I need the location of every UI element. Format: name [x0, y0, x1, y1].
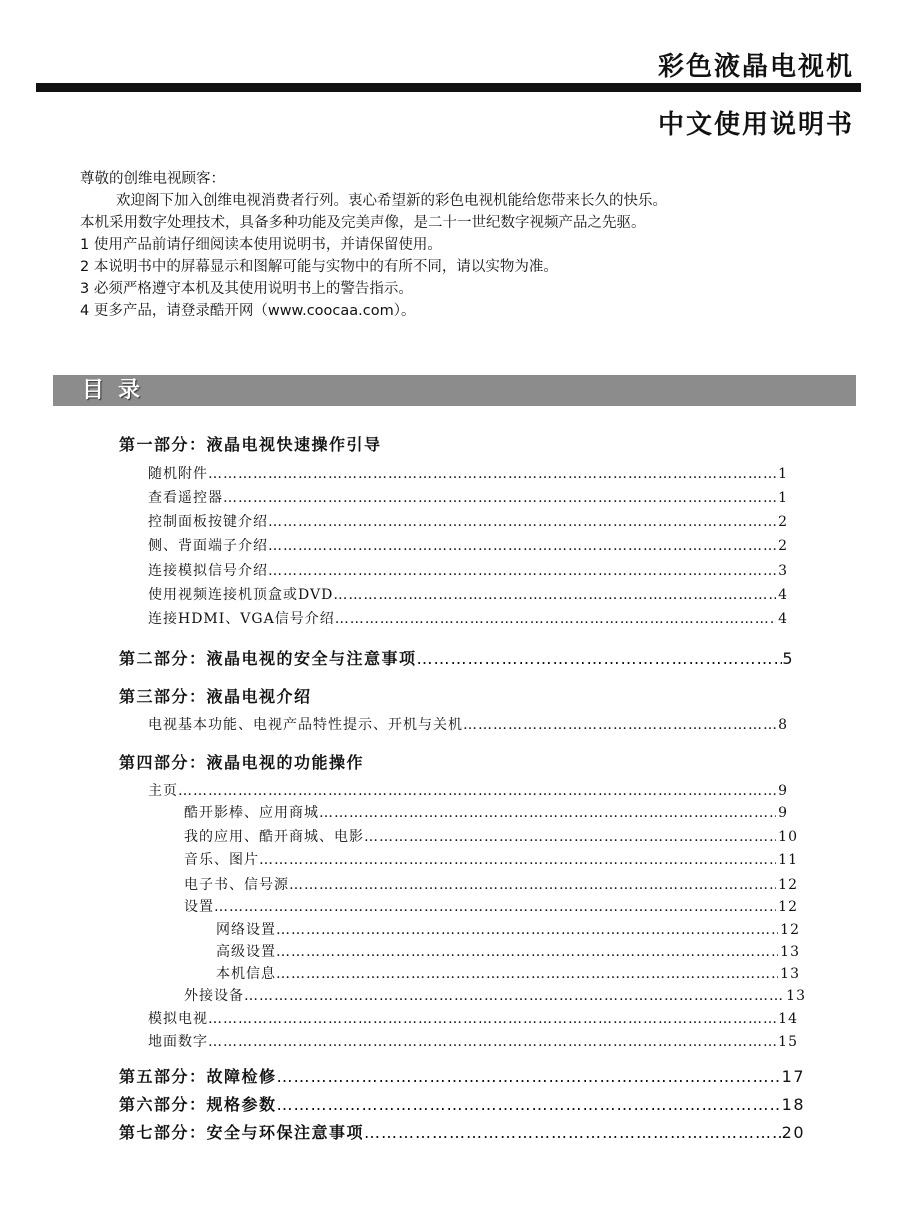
toc-part-entry[interactable]	[119, 1121, 805, 1145]
toc-leader-dots	[364, 826, 776, 848]
toc-part-page: 18	[781, 1095, 805, 1114]
toc-entry-label: 设置	[184, 899, 214, 915]
toc-entry-label: 酷开影棒、应用商城	[184, 805, 319, 821]
intro-note: 1 使用产品前请仔细阅读本使用说明书，并请保留使用。	[80, 237, 442, 253]
toc-entry-label: 高级设置	[216, 944, 276, 960]
intro-greeting: 尊敬的创维电视顾客：	[80, 171, 225, 187]
toc-part-page: 5	[782, 649, 794, 668]
toc-entry-label: 使用视频连接机顶盒或DVD	[148, 587, 334, 603]
toc-title: 目录	[82, 378, 155, 403]
toc-entry-page: 8	[778, 717, 788, 733]
toc-entry-page: 14	[778, 1011, 798, 1027]
toc-entry-page: 13	[786, 988, 806, 1004]
toc-leader-dots	[319, 802, 776, 824]
toc-entry-page: 13	[780, 944, 800, 960]
toc-part-heading: 第四部分：液晶电视的功能操作	[119, 753, 365, 772]
toc-leader-dots	[417, 647, 783, 671]
toc-leader-dots	[214, 896, 776, 918]
toc-part-entry[interactable]	[119, 1093, 805, 1117]
toc-entry-label: 查看遥控器	[148, 490, 223, 506]
toc-entry-label: 随机附件	[148, 466, 208, 482]
toc-entry-label: 网络设置	[216, 922, 276, 938]
toc-entry-page: 1	[778, 466, 788, 482]
toc-entry[interactable]	[148, 511, 788, 533]
toc-entry-page: 11	[778, 852, 798, 868]
toc-entry[interactable]	[184, 826, 798, 848]
toc-entry-page: 4	[778, 611, 788, 627]
toc-entry-page: 2	[778, 538, 788, 554]
toc-entry-page: 3	[778, 563, 788, 579]
toc-leader-dots	[276, 919, 778, 941]
toc-entry-page: 9	[778, 805, 788, 821]
toc-entry[interactable]	[216, 941, 800, 963]
toc-entry[interactable]	[148, 1031, 798, 1053]
toc-entry-label: 连接HDMI、VGA信号介绍	[148, 611, 335, 627]
toc-leader-dots	[223, 487, 776, 509]
toc-entry[interactable]	[216, 963, 800, 985]
toc-entry-label: 侧、背面端子介绍	[148, 538, 268, 554]
toc-entry-label: 电子书、信号源	[184, 877, 289, 893]
toc-part-page: 20	[781, 1123, 805, 1142]
toc-entry-page: 2	[778, 514, 788, 530]
toc-entry-label: 本机信息	[216, 966, 276, 982]
toc-entry[interactable]	[184, 896, 798, 918]
toc-entry[interactable]	[184, 874, 798, 896]
toc-leader-dots	[208, 1008, 776, 1030]
intro-section	[80, 168, 860, 322]
toc-leader-dots	[335, 608, 776, 630]
toc-part-heading: 第一部分：液晶电视快速操作引导	[119, 435, 382, 454]
toc-leader-dots	[259, 849, 776, 871]
toc-part-label: 第五部分：故障检修	[119, 1067, 277, 1086]
toc-entry[interactable]	[148, 584, 788, 606]
intro-note: 2 本说明书中的屏幕显示和图解可能与实物中的有所不同，请以实物为准。	[80, 259, 558, 275]
intro-note: 4 更多产品，请登录酷开网（www.coocaa.com）。	[80, 303, 416, 319]
intro-welcome: 欢迎阁下加入创维电视消费者行列。衷心希望新的彩色电视机能给您带来长久的快乐。	[116, 193, 667, 209]
toc-entry-page: 15	[778, 1034, 798, 1050]
toc-entry-label: 外接设备	[184, 988, 244, 1004]
toc-entry[interactable]	[148, 487, 788, 509]
toc-entry[interactable]	[184, 849, 798, 871]
toc-leader-dots	[276, 963, 778, 985]
toc-entry-label: 我的应用、酷开商城、电影	[184, 829, 364, 845]
toc-leader-dots	[178, 780, 776, 802]
toc-leader-dots	[364, 1121, 782, 1145]
toc-entry-page: 12	[780, 922, 800, 938]
toc-leader-dots	[276, 941, 778, 963]
toc-entry-page: 12	[778, 877, 798, 893]
toc-entry[interactable]	[148, 463, 788, 485]
toc-part-page: 17	[781, 1067, 805, 1086]
toc-entry-page: 13	[780, 966, 800, 982]
toc-leader-dots	[333, 584, 776, 606]
toc-header-bar	[53, 375, 856, 406]
toc-part-entry[interactable]	[119, 647, 794, 671]
toc-leader-dots	[463, 714, 776, 736]
intro-note: 3 必须严格遵守本机及其使用说明书上的警告指示。	[80, 281, 413, 297]
toc-entry-page: 1	[778, 490, 788, 506]
document-title: 彩色液晶电视机	[657, 52, 854, 82]
toc-entry[interactable]	[148, 560, 788, 582]
toc-entry[interactable]	[184, 985, 806, 1007]
toc-entry-page: 12	[778, 899, 798, 915]
toc-part-label: 第六部分：规格参数	[119, 1095, 277, 1114]
toc-entry[interactable]	[148, 535, 788, 557]
toc-leader-dots	[268, 560, 776, 582]
toc-entry-label: 连接模拟信号介绍	[148, 563, 268, 579]
toc-part-label: 第二部分：液晶电视的安全与注意事项	[119, 649, 417, 668]
toc-entry-label: 音乐、图片	[184, 852, 259, 868]
toc-entry[interactable]	[148, 1008, 798, 1030]
toc-entry-label: 电视基本功能、电视产品特性提示、开机与关机	[148, 717, 463, 733]
document-subtitle: 中文使用说明书	[657, 110, 854, 140]
toc-entry-label: 控制面板按键介绍	[148, 514, 268, 530]
intro-tech: 本机采用数字处理技术，具备多种功能及完美声像，是二十一世纪数字视频产品之先驱。	[80, 215, 646, 231]
toc-entry[interactable]	[216, 919, 800, 941]
toc-leader-dots	[277, 1093, 782, 1117]
toc-leader-dots	[268, 535, 776, 557]
toc-leader-dots	[244, 985, 784, 1007]
toc-part-heading: 第三部分：液晶电视介绍	[119, 687, 312, 706]
toc-entry-label: 主页	[148, 783, 178, 799]
toc-entry[interactable]	[148, 780, 788, 802]
toc-entry[interactable]	[148, 714, 788, 736]
toc-leader-dots	[277, 1065, 782, 1089]
toc-part-entry[interactable]	[119, 1065, 805, 1089]
toc-entry[interactable]	[184, 802, 788, 824]
toc-entry-page: 4	[778, 587, 788, 603]
toc-entry-page: 9	[778, 783, 788, 799]
toc-leader-dots	[289, 874, 776, 896]
toc-leader-dots	[208, 1031, 776, 1053]
toc-leader-dots	[268, 511, 776, 533]
toc-entry-label: 模拟电视	[148, 1011, 208, 1027]
toc-entry-label: 地面数字	[148, 1034, 208, 1050]
toc-entry[interactable]	[148, 608, 788, 630]
toc-part-label: 第七部分：安全与环保注意事项	[119, 1123, 365, 1142]
header-rule	[36, 83, 861, 92]
toc-entry-page: 10	[778, 829, 798, 845]
toc-leader-dots	[208, 463, 776, 485]
